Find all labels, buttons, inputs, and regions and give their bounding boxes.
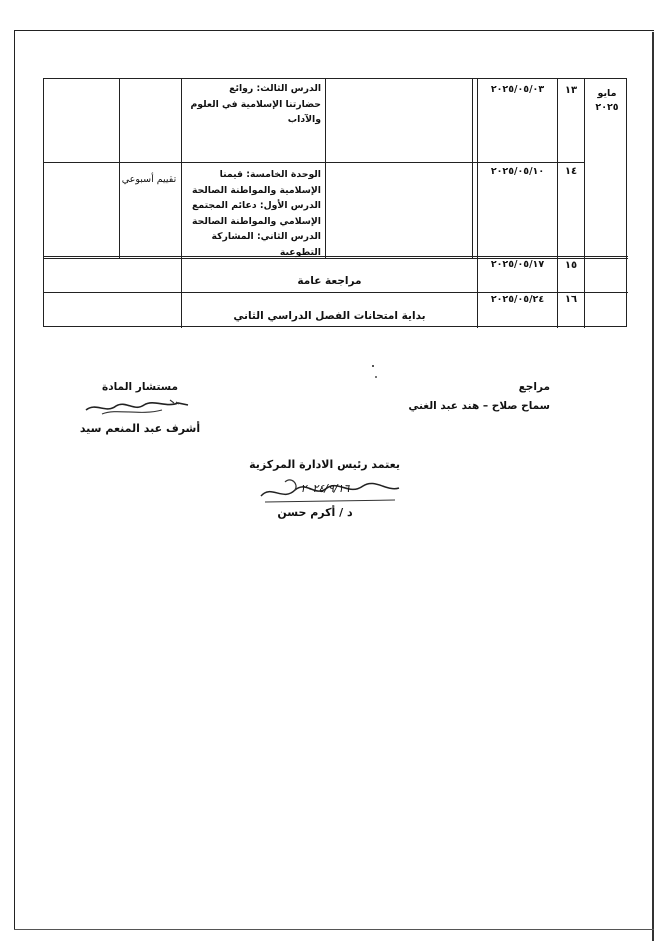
week-number: ١٣ bbox=[564, 85, 578, 96]
col-divider-month bbox=[584, 79, 585, 328]
schedule-table bbox=[43, 78, 627, 327]
page-border-right bbox=[652, 32, 654, 941]
lesson-line: الوحدة الخامسة: قيمنا bbox=[219, 169, 321, 180]
lesson-line: الدرس الثاني: المشاركة bbox=[211, 231, 321, 242]
scan-speck bbox=[372, 365, 374, 367]
lesson-cell bbox=[182, 167, 321, 260]
reviewers-label: مراجع bbox=[518, 381, 550, 393]
lesson-line: الدرس الأول: دعائم المجتمع bbox=[192, 200, 321, 211]
lesson-line: الدرس الثالث: روائع bbox=[229, 83, 321, 94]
merged-cell: مراجعة عامة bbox=[297, 275, 362, 287]
evaluation-cell: تقييم أسبوعي bbox=[121, 174, 177, 185]
row-divider-2 bbox=[44, 256, 628, 257]
week-number: ١٥ bbox=[564, 260, 578, 271]
month-cell: مايو ٢٠٢٥ bbox=[595, 88, 619, 113]
week-number: ١٤ bbox=[564, 166, 578, 177]
consultant-signature bbox=[82, 396, 192, 418]
lesson-line: الإسلامية والمواطنة الصالحة bbox=[191, 184, 321, 196]
lesson-line: الإسلامي والمواطنة الصالحة bbox=[192, 215, 321, 227]
lesson-line: والآداب bbox=[287, 114, 321, 125]
col-divider-date bbox=[477, 79, 478, 328]
consultant-name: أشرف عبد المنعم سيد bbox=[79, 422, 201, 435]
date-cell: ٢٠٢٥/٠٥/١٠ bbox=[490, 166, 545, 177]
merged-cell: بداية امتحانات الفصل الدراسي الثاني bbox=[233, 310, 426, 322]
col-divider-notes bbox=[119, 79, 120, 258]
date-cell: ٢٠٢٥/٠٥/٢٤ bbox=[490, 294, 545, 305]
reviewers-names: سماح صلاح – هند عبد الغني bbox=[408, 400, 550, 412]
date-cell: ٢٠٢٥/٠٥/١٧ bbox=[490, 259, 545, 270]
col-divider-date-inner bbox=[472, 79, 473, 258]
page-border-bottom bbox=[14, 929, 654, 930]
col-divider-lesson bbox=[325, 79, 326, 258]
date-cell: ٢٠٢٥/٠٥/٠٣ bbox=[490, 84, 545, 95]
week-number: ١٦ bbox=[564, 294, 578, 305]
approval-name: د / أكرم حسن bbox=[277, 506, 353, 519]
approval-handwritten-date: ٢٠٢٤/٩/١٦ bbox=[300, 482, 350, 495]
approval-label: يعتمد رئيس الادارة المركزية bbox=[249, 458, 400, 471]
lesson-cell bbox=[182, 81, 321, 128]
scan-speck bbox=[375, 376, 377, 378]
lesson-line: حضارتنا الإسلامية في العلوم bbox=[190, 98, 321, 110]
row-divider-3 bbox=[44, 292, 628, 293]
lesson-line: التطوعية bbox=[279, 246, 321, 258]
col-divider-week bbox=[557, 79, 558, 328]
consultant-label: مستشار المادة bbox=[102, 381, 178, 393]
row-divider-1 bbox=[44, 162, 584, 163]
